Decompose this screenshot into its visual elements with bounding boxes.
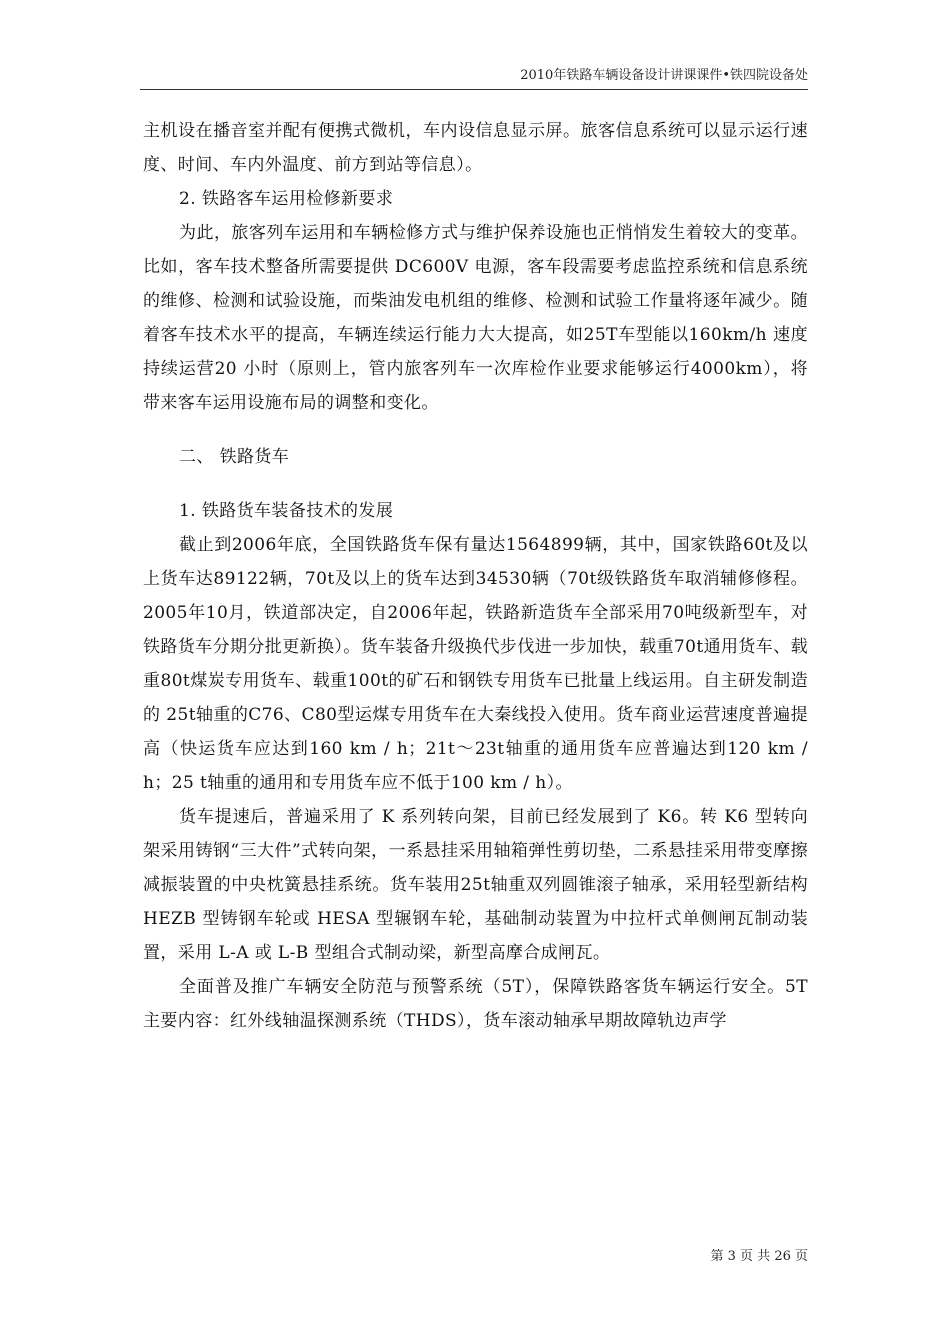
document-body [143, 114, 808, 1038]
heading-freight-technology: 1. 铁路货车装备技术的发展 [179, 501, 394, 521]
page-header: 2010年铁路车辆设备设计讲课课件•铁四院设备处 [520, 68, 808, 83]
paragraph-passenger-maintenance: 为此，旅客列车运用和车辆检修方式与维护保养设施也正悄悄发生着较大的变革。比如，客车技术整备所需要提供 DC600V 电源，客车段需要考虑监控系统和信息系统的维修、检测和试验设施，而柴油发电机组的维修、检测和试验工作量将逐年减少。随着客车技术水平的提高，车辆连续运行能力大大提高，如25T车型能以160km/h 速度持续运营20 小时（原则上，管内旅客列车一次库检作业要求能够运行4000km），将带来客车运用设施布局的调整和变化。 [143, 223, 808, 413]
paragraph-freight-fleet: 截止到2006年底，全国铁路货车保有量达1564899辆，其中，国家铁路60t及以上货车达89122辆，70t及以上的货车达到34530辆（70t级铁路货车取消辅修修程。2005年10月，铁道部决定，自2006年起，铁路新造货车全部采用70吨级新型车，对铁路货车分期分批更新换）。货车装备升级换代步伐进一步加快，载重70t通用货车、载重80t煤炭专用货车、载重100t的矿石和钢铁专用货车已批量上线运用。自主研发制造的 25t轴重的C76、C80型运煤专用货车在大秦线投入使用。货车商业运营速度普遍提高（快运货车应达到160 km / h；21t～23t轴重的通用货车应普遍达到120 km / h；25 t轴重的通用和专用货车应不低于100 km / h）。 [143, 535, 808, 793]
paragraph-passenger-info: 主机设在播音室并配有便携式微机，车内设信息显示屏。旅客信息系统可以显示运行速度、时间、车内外温度、前方到站等信息）。 [143, 121, 808, 175]
header-divider [140, 89, 808, 90]
paragraph-5t-system: 全面普及推广车辆安全防范与预警系统（5T），保障铁路客货车辆运行安全。5T 主要内容：红外线轴温探测系统（THDS），货车滚动轴承早期故障轨边声学 [143, 977, 808, 1031]
section-heading-freight: 二、 铁路货车 [179, 447, 290, 467]
heading-passenger-maintenance: 2. 铁路客车运用检修新要求 [179, 189, 394, 209]
paragraph-bogie: 货车提速后，普遍采用了 K 系列转向架，目前已经发展到了 K6。转 K6 型转向架采用铸钢“三大件”式转向架，一系悬挂采用轴箱弹性剪切垫，二系悬挂采用带变摩擦减振装置的中央枕簧悬挂系统。货车装用25t轴重双列圆锥滚子轴承，采用轻型新结构 HEZB 型铸钢车轮或 HESA 型辗钢车轮，基础制动装置为中拉杆式单侧闸瓦制动装置，采用 L-A 或 L-B 型组合式制动梁，新型高摩合成闸瓦。 [143, 807, 808, 963]
page-number: 第 3 页 共 26 页 [710, 1249, 808, 1264]
